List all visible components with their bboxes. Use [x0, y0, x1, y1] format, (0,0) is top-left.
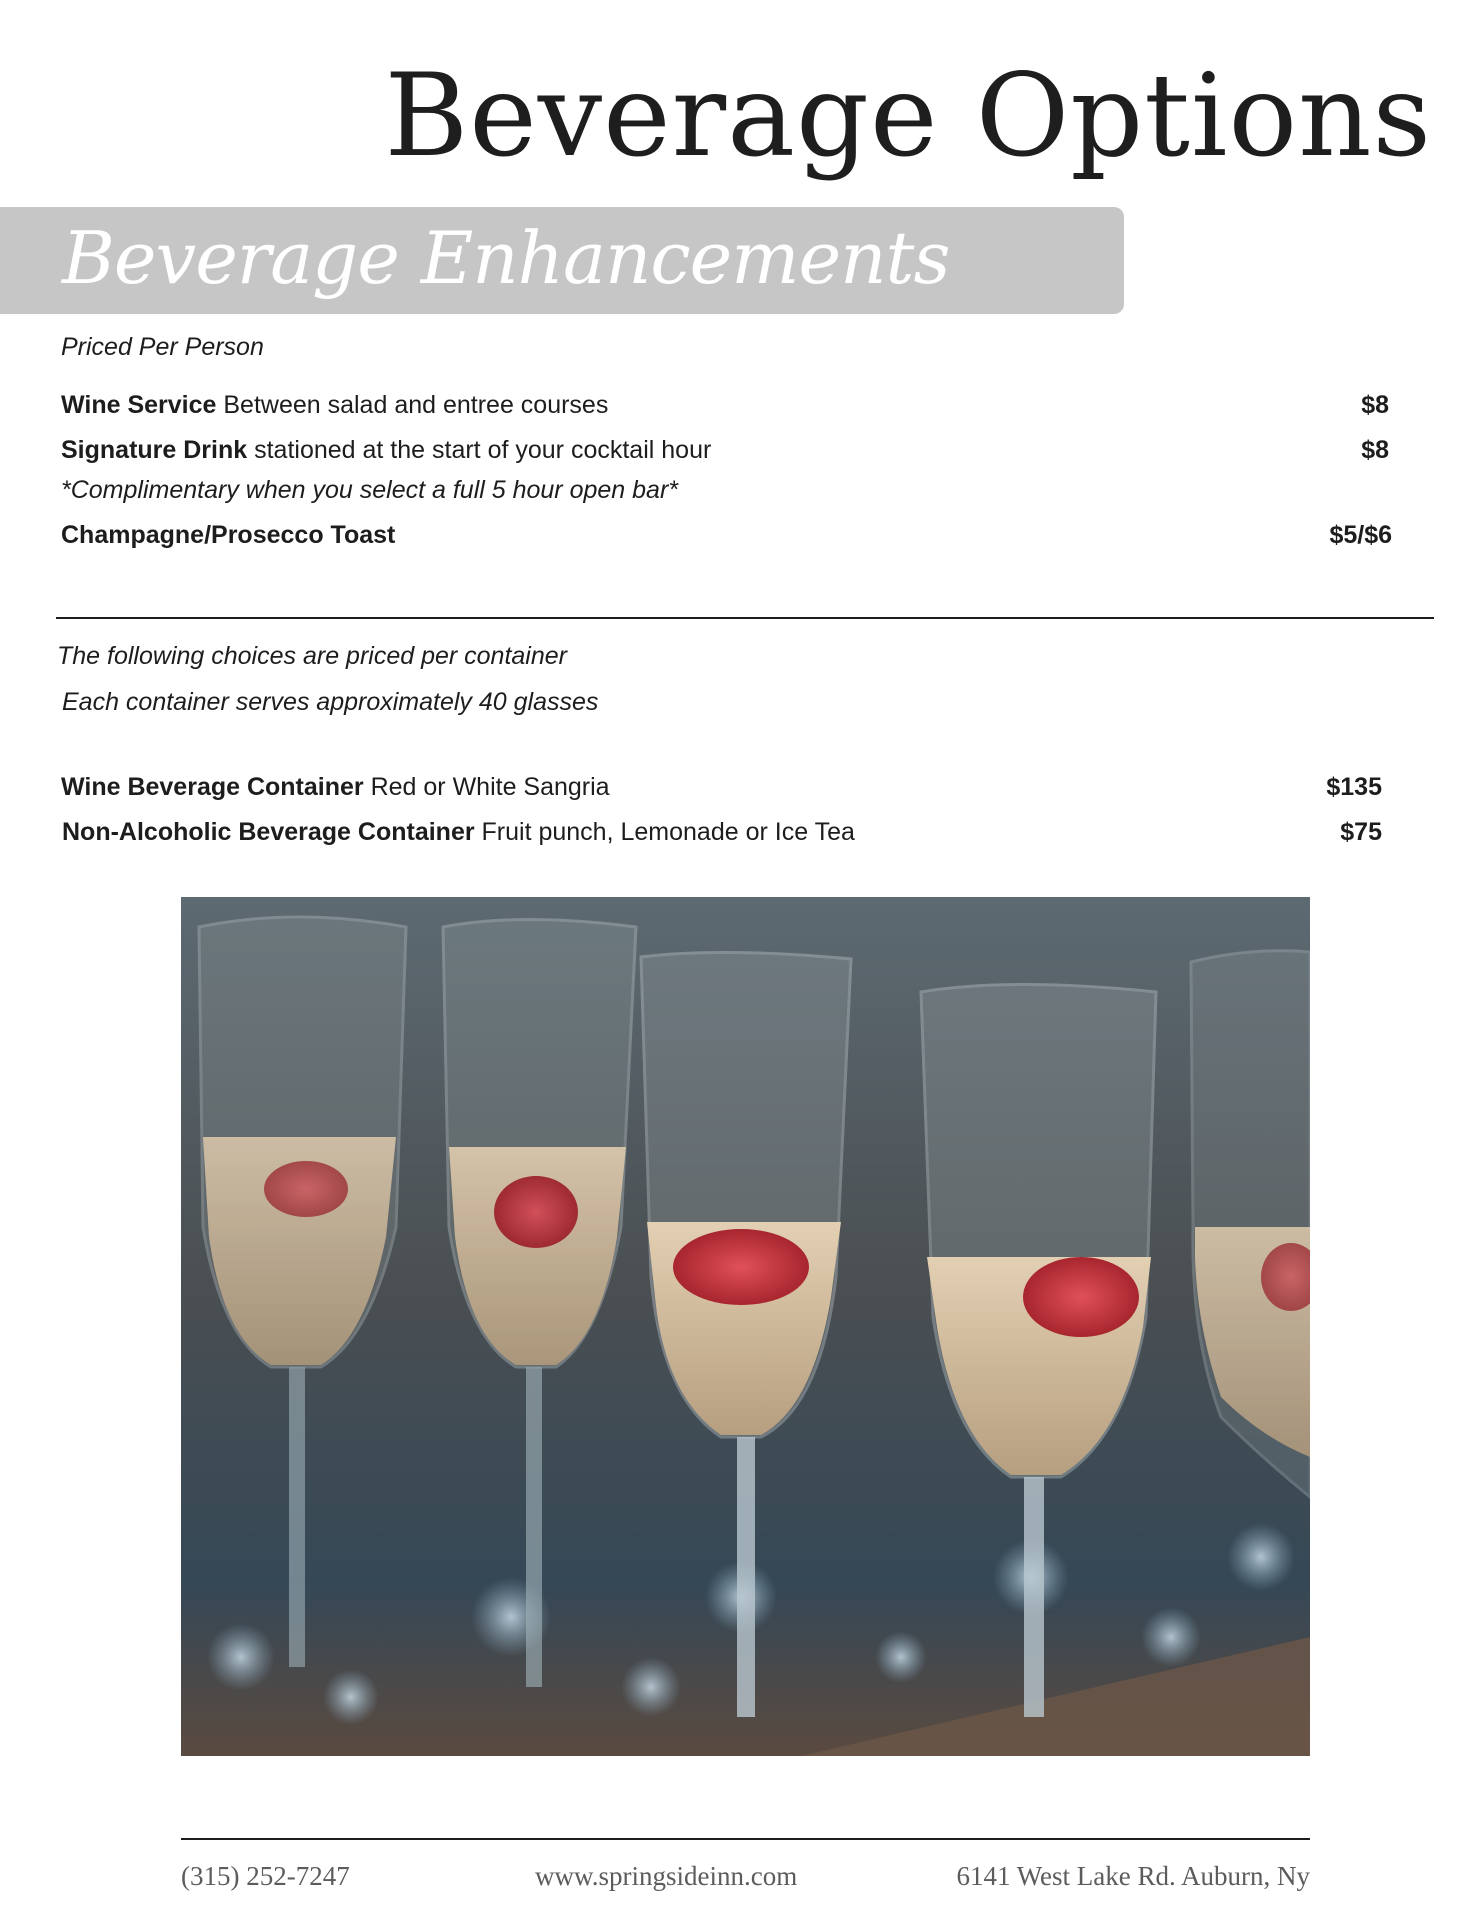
footer-divider — [181, 1838, 1310, 1840]
item-description: Between salad and entree courses — [216, 391, 609, 419]
item-price: $8 — [1361, 391, 1389, 419]
section-heading: Beverage Enhancements — [62, 216, 950, 300]
section-divider — [56, 617, 1434, 619]
container-serving-note: Each container serves approximately 40 glasses — [62, 688, 599, 716]
footer-website[interactable]: www.springsideinn.com — [535, 1861, 798, 1891]
menu-item-champagne-toast — [61, 520, 395, 550]
menu-item-wine-service — [61, 390, 608, 420]
page-title: Beverage Options — [384, 49, 1432, 182]
item-name: Wine Beverage Container — [61, 773, 364, 801]
menu-item-wine-container — [61, 772, 610, 802]
item-description: Fruit punch, Lemonade or Ice Tea — [474, 818, 855, 846]
footer-phone: (315) 252-7247 — [181, 1861, 350, 1891]
item-price: $5/$6 — [1329, 521, 1392, 549]
item-description: Red or White Sangria — [363, 773, 610, 801]
item-price: $8 — [1361, 436, 1389, 464]
menu-item-signature-drink — [61, 435, 711, 465]
container-note: The following choices are priced per container — [57, 642, 567, 670]
item-name: Non-Alcoholic Beverage Container — [62, 818, 475, 846]
section-banner — [0, 207, 1124, 314]
item-name: Wine Service — [61, 391, 217, 419]
item-price: $75 — [1340, 818, 1382, 846]
item-price: $135 — [1326, 773, 1382, 801]
item-name: Champagne/Prosecco Toast — [61, 521, 396, 549]
priced-per-person-note: Priced Per Person — [61, 333, 264, 361]
complimentary-footnote: *Complimentary when you select a full 5 hour open bar* — [61, 476, 679, 504]
footer-address: 6141 West Lake Rd. Auburn, Ny — [956, 1861, 1310, 1891]
item-name: Signature Drink — [61, 436, 248, 464]
champagne-flutes-photo — [181, 897, 1310, 1756]
menu-item-non-alcoholic-container — [62, 817, 855, 847]
item-description: stationed at the start of your cocktail hour — [247, 436, 712, 464]
